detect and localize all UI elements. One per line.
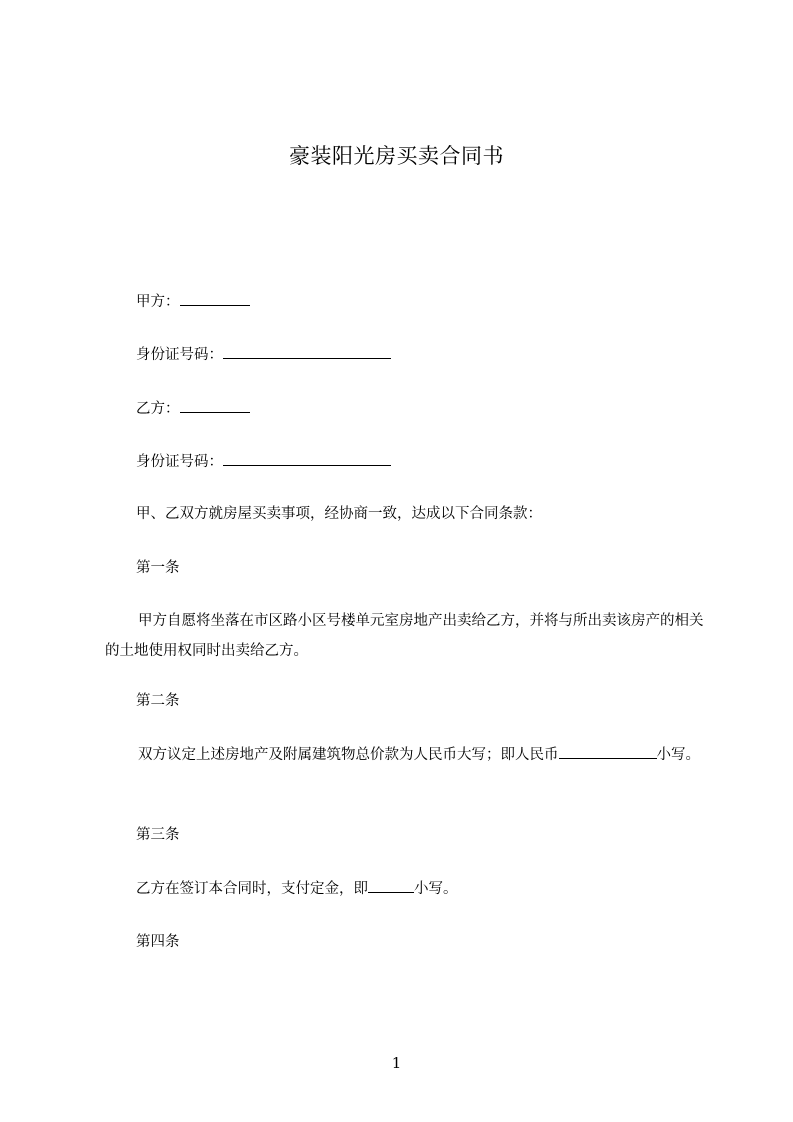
page-number: 1 bbox=[391, 1054, 402, 1072]
article3-text-b: 小写。 bbox=[414, 881, 458, 897]
article2-price-blank bbox=[559, 744, 657, 759]
article1-heading: 第一条 bbox=[136, 560, 180, 576]
party-a-id-label: 身份证号码： bbox=[136, 347, 223, 363]
party-b-id-blank bbox=[223, 451, 391, 466]
article2-text bbox=[105, 740, 705, 770]
article2-text-a: 双方议定上述房地产及附属建筑物总价款为人民币大写；即人民币 bbox=[138, 747, 559, 763]
article2-heading: 第二条 bbox=[136, 693, 180, 709]
party-a-id-line bbox=[136, 344, 391, 365]
article3-text bbox=[136, 878, 458, 899]
article4-heading: 第四条 bbox=[136, 934, 180, 950]
party-b-blank bbox=[180, 398, 250, 413]
party-b-label: 乙方： bbox=[136, 401, 180, 417]
article3-deposit-blank bbox=[368, 878, 414, 893]
party-b-line bbox=[136, 398, 250, 419]
document-title: 豪装阳光房买卖合同书 bbox=[289, 144, 504, 168]
party-a-line bbox=[136, 291, 250, 312]
party-a-id-blank bbox=[223, 344, 391, 359]
article3-heading: 第三条 bbox=[136, 827, 180, 843]
article1-text: 甲方自愿将坐落在市区路小区号楼单元室房地产出卖给乙方，并将与所出卖该房产的相关的土地使用权同时出卖给乙方。 bbox=[105, 613, 704, 659]
party-b-id-line bbox=[136, 451, 391, 472]
party-a-blank bbox=[180, 291, 250, 306]
intro-text: 甲、乙双方就房屋买卖事项，经协商一致，达成以下合同条款： bbox=[136, 506, 542, 522]
party-b-id-label: 身份证号码： bbox=[136, 454, 223, 470]
article2-text-b: 小写。 bbox=[656, 747, 700, 763]
article3-text-a: 乙方在签订本合同时，支付定金，即 bbox=[136, 881, 368, 897]
party-a-label: 甲方： bbox=[136, 294, 180, 310]
